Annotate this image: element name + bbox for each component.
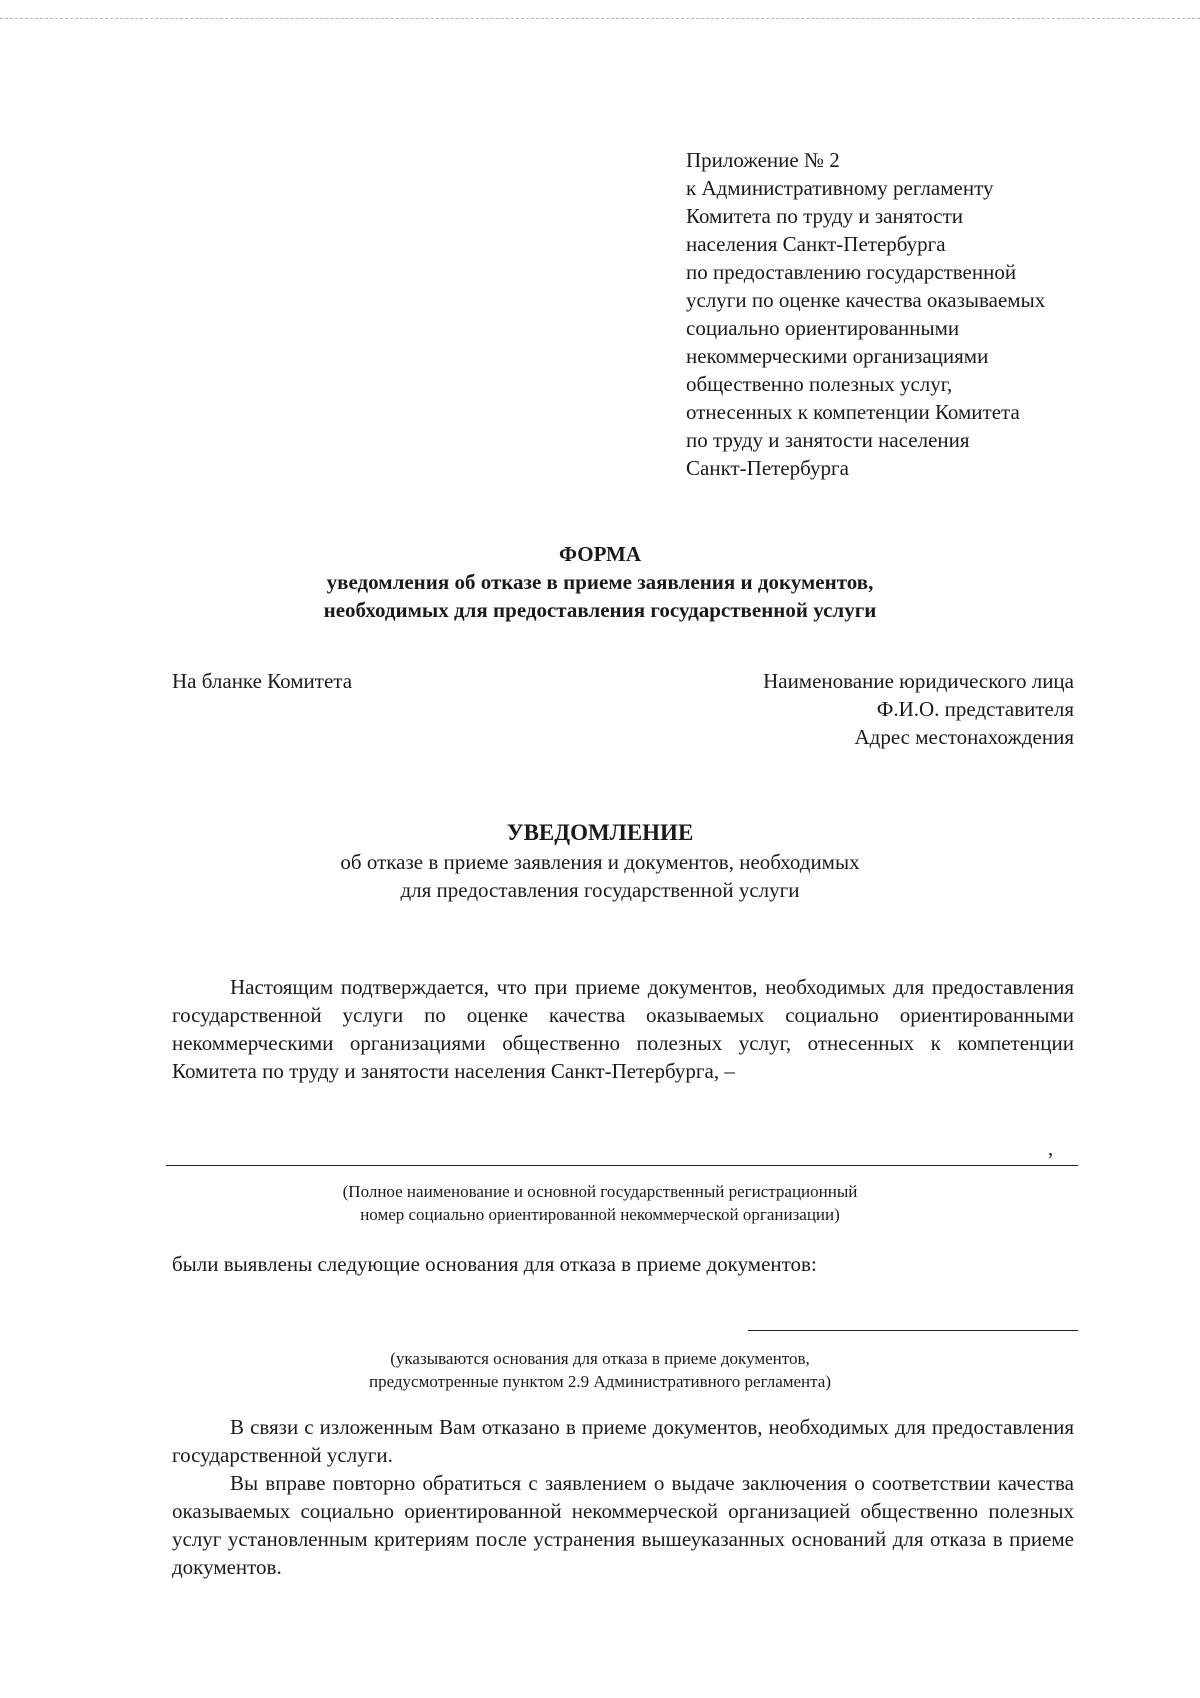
appendix-line: некоммерческими организациями xyxy=(686,344,989,368)
organization-caption xyxy=(0,1180,1200,1226)
body-paragraph-refusal: В связи с изложенным Вам отказано в приеме документов, необходимых для предоставления государственной услуги. xyxy=(172,1415,1074,1467)
grounds-intro: были выявлены следующие основания для отказа в приеме документов: xyxy=(172,1252,817,1276)
addressee-line: Адрес местонахождения xyxy=(854,725,1074,749)
grounds-caption xyxy=(0,1347,1200,1393)
caption-line: предусмотренные пунктом 2.9 Административного регламента) xyxy=(368,1372,831,1391)
addressee-line: Ф.И.О. представителя xyxy=(876,697,1074,721)
form-subtitle-line: необходимых для предоставления государственной услуги xyxy=(323,598,877,622)
appendix-line: Санкт-Петербурга xyxy=(686,456,849,480)
form-subtitle xyxy=(0,568,1200,624)
form-subtitle-line: уведомления об отказе в приеме заявления и документов, xyxy=(326,570,874,594)
appendix-line: к Административному регламенту xyxy=(686,176,994,200)
body-paragraph-confirmation: Настоящим подтверждается, что при приеме документов, необходимых для предоставления государственной услуги по оценке качества оказываемых социально ориентированными некоммерческими организациями общественно полезных услуг, отнесенных к компетенции Комитета по труду и занятости населения Санкт-Петербурга, – xyxy=(172,975,1074,1083)
appendix-line: Приложение № 2 xyxy=(686,148,840,172)
form-title: ФОРМА xyxy=(558,542,642,566)
appendix-line: по труду и занятости населения xyxy=(686,428,970,452)
notice-title: УВЕДОМЛЕНИЕ xyxy=(506,820,694,845)
appendix-line: по предоставлению государственной xyxy=(686,260,1017,284)
scan-edge-line xyxy=(0,18,1200,19)
letterhead-note: На бланке Комитета xyxy=(172,669,353,693)
appendix-line: населения Санкт-Петербурга xyxy=(686,232,946,256)
organization-fill-line xyxy=(166,1165,1078,1166)
appendix-line: общественно полезных услуг, xyxy=(686,372,953,396)
appendix-line: услуги по оценке качества оказываемых xyxy=(686,288,1046,312)
appendix-line: Комитета по труду и занятости xyxy=(686,204,964,228)
appendix-line: социально ориентированными xyxy=(686,316,960,340)
notice-subtitle-line: об отказе в приеме заявления и документов, необходимых xyxy=(340,850,860,874)
caption-line: (указываются основания для отказа в приеме документов, xyxy=(390,1349,810,1368)
caption-line: номер социально ориентированной некоммерческой организации) xyxy=(360,1205,840,1224)
notice-subtitle-line: для предоставления государственной услуги xyxy=(400,878,800,902)
fill-line-comma: , xyxy=(1048,1136,1054,1160)
addressee-block xyxy=(763,667,1074,751)
appendix-block xyxy=(686,146,1126,482)
notice-subtitle xyxy=(0,848,1200,904)
caption-line: (Полное наименование и основной государственный регистрационный xyxy=(342,1182,858,1201)
appendix-line: отнесенных к компетенции Комитета xyxy=(686,400,1020,424)
body-paragraph-reapply: Вы вправе повторно обратиться с заявлением о выдаче заключения о соответствии качества оказываемых социально ориентированной некоммерческой организацией общественно полезных услуг установленным критериям после устранения вышеуказанных оснований для отказа в приеме документов. xyxy=(172,1471,1074,1579)
addressee-line: Наименование юридического лица xyxy=(763,669,1074,693)
grounds-fill-line xyxy=(748,1330,1078,1331)
